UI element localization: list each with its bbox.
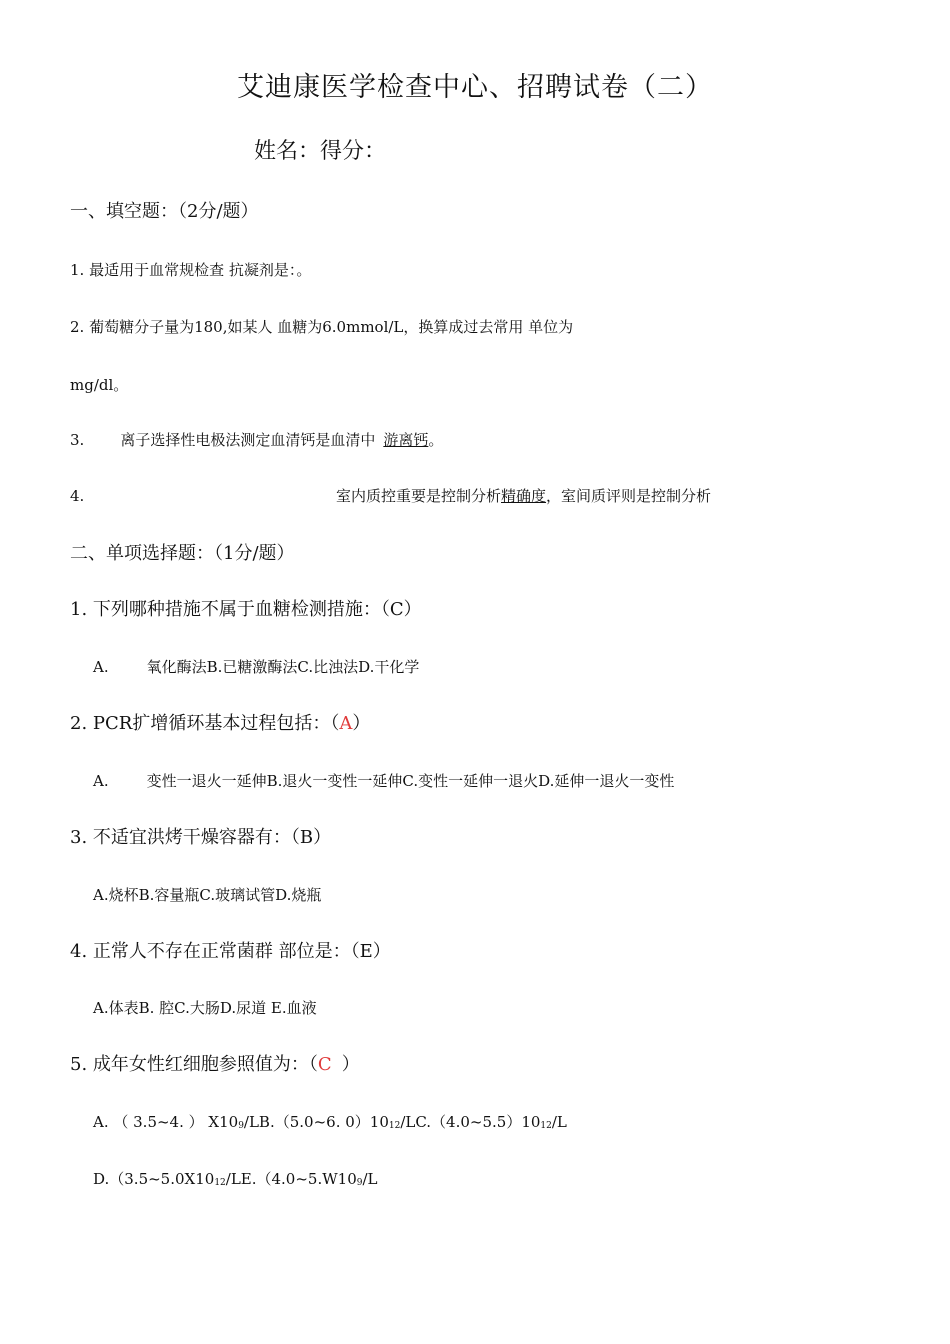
choice-question-3: 3. 不适宜洪烤干燥容器有：（B） [70, 827, 332, 848]
exponent-sub: 12 [540, 1121, 552, 1131]
question-text: 离子选择性电极法测定血清钙是血清中 [120, 431, 376, 449]
choice-options-3: A.烧杯B.容量瓶C.玻璃试管D.烧瓶 [93, 886, 322, 904]
choice-question-5 [70, 1056, 360, 1074]
fill-question-2-line2: mg/dl。 [70, 376, 129, 394]
option-text: /LC.（4.0~5.5）10 [400, 1113, 541, 1131]
answer-underlined: 游离钙 [383, 431, 429, 449]
page-title: 艾迪康医学检查中心、招聘试卷（二） [237, 72, 713, 103]
option-text: /LE.（4.0~5.W10 [225, 1170, 357, 1188]
option-text: D.（3.5~5.0X10 [93, 1170, 215, 1188]
fill-question-1: 1. 最适用于血常规检查 抗凝剂是：。 [70, 261, 312, 279]
fill-question-3 [70, 433, 443, 448]
choice-question-1: 1. 下列哪种措施不属于血糖检测措施：（C） [70, 599, 422, 620]
choice-question-4: 4. 正常人不存在正常菌群 部位是：（E） [70, 941, 391, 962]
answer-red: A [339, 713, 353, 734]
choice-options-1 [93, 660, 419, 675]
option-text: /L [551, 1113, 567, 1131]
option-text: /LB.（5.0~6. 0）10 [243, 1113, 389, 1131]
fill-question-4 [336, 489, 711, 504]
exponent-sub: 9 [356, 1178, 363, 1188]
question-end: ，室间质评则是控制分析 [546, 487, 712, 505]
question-text: 2. PCR扩增循环基本过程包括：（ [70, 713, 340, 734]
question-text: 5. 成年女性红细胞参照值为：（ [70, 1054, 318, 1075]
fill-question-2-line1: 2. 葡萄糖分子量为180,如某人 血糖为6.0mmol/L，换算成过去常用 单位为 [70, 318, 574, 336]
answer-red: C [317, 1054, 332, 1075]
choice-question-2 [70, 715, 370, 733]
option-label: A. [93, 772, 109, 790]
option-text: /L [362, 1170, 378, 1188]
option-text: A. （ 3.5~4. ） X10 [93, 1113, 239, 1131]
question-number: 3. [70, 431, 85, 449]
section1-heading: 一、填空题：（2分/题） [70, 201, 259, 222]
fill-question-4-number: 4. [70, 487, 85, 505]
question-text: 室内质控重要是控制分析 [336, 487, 502, 505]
question-end: 。 [428, 431, 444, 449]
option-text: 氧化酶法B.已糖激酶法C.比浊法D.干化学 [146, 658, 420, 676]
exponent-sub: 9 [238, 1121, 244, 1131]
section2-heading: 二、单项选择题：（1分/题） [70, 543, 295, 564]
question-close: ） [341, 1054, 360, 1075]
choice-options-5-line2 [93, 1172, 378, 1188]
answer-underlined: 精确度 [501, 487, 547, 505]
name-score-line: 姓名：得分： [254, 139, 387, 164]
choice-options-2 [93, 774, 674, 789]
option-label: A. [93, 658, 109, 676]
choice-options-4: A.体表B. 腔C.大肠D.尿道 E.血液 [93, 999, 317, 1017]
exponent-sub: 12 [214, 1178, 226, 1188]
option-text: 变性一退火一延伸B.退火一变性一延伸C.变性一延伸一退火D.延伸一退火一变性 [146, 772, 675, 790]
exponent-sub: 12 [388, 1121, 401, 1131]
choice-options-5-line1 [93, 1115, 567, 1131]
question-close: ） [352, 713, 371, 734]
